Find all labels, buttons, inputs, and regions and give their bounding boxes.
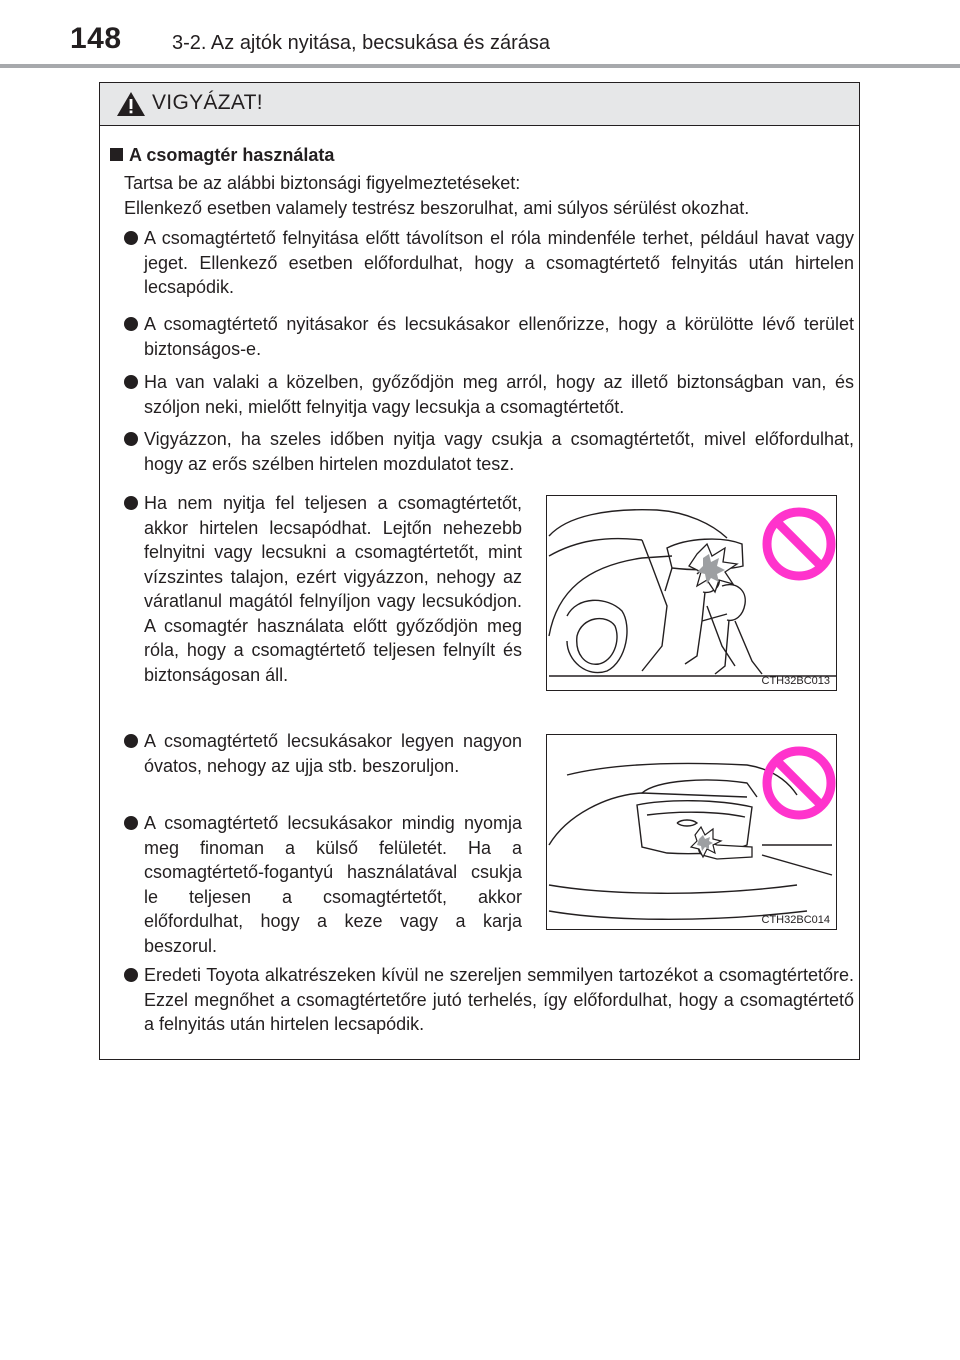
bullet-text: Ha van valaki a közelben, győződjön meg arról, hogy az illető biztonságban van, és szóljon neki, mielőtt felnyitja vagy lecsukja a csomagtértetőt. [144,372,854,417]
intro-text [124,171,854,220]
bullet-item [124,963,854,1037]
warning-title: VIGYÁZAT! [152,91,263,114]
section-title: 3-2. Az ajtók nyitása, becsukása és zárása [172,32,550,54]
warning-header [100,83,859,126]
illustration-finger-caught [546,734,837,930]
bullet-dot-icon [124,231,138,245]
warning-box [99,82,860,1060]
bullet-text: Ha nem nyitja fel teljesen a csomagtértetőt, akkor hirtelen lecsapódhat. Lejtőn nehezebb felnyitni vagy lecsukni a csomagtértetőt, mint vízszintes talajon, ezért vigyázzon, nehogy az váratlanul magától felnyíljon vagy lecsukódjon. A csomagtér használata előtt győződjön meg róla, hogy a csomagtértető teljesen felnyílt és biztonságosan áll. [144,493,522,685]
bullet-item [124,811,522,958]
figure-code: CTH32BC013 [761,675,830,687]
header-divider [0,64,960,68]
page-header [0,0,960,70]
subheading [110,143,850,168]
trunk-open-person-drawing [547,496,837,691]
bullet-dot-icon [124,816,138,830]
bullet-dot-icon [124,432,138,446]
trunk-close-hand-drawing [547,735,837,930]
bullet-item [124,729,522,778]
illustration-trunk-lid-slam [546,495,837,691]
bullet-text: A csomagtértető lecsukásakor legyen nagyon óvatos, nehogy az ujja stb. beszoruljon. [144,731,522,776]
bullet-item [124,312,854,361]
bullet-text: Eredeti Toyota alkatrészeken kívül ne szereljen semmilyen tartozékot a csomagtértetőre. Ezzel megnőhet a csomagtértetőre jutó terhelés, így előfordulhat, hogy a csomagtértető a felnyitás után hirtelen lecsapódik. [144,965,854,1034]
bullet-dot-icon [124,734,138,748]
square-bullet-icon [110,148,123,161]
figure-code: CTH32BC014 [761,914,830,926]
page-number: 148 [70,22,122,55]
bullet-dot-icon [124,317,138,331]
prohibition-icon [767,512,831,576]
intro-line: Ellenkező esetben valamely testrész beszorulhat, ami súlyos sérülést okozhat. [124,197,750,218]
prohibition-icon [767,751,831,815]
bullet-text: Vigyázzon, ha szeles időben nyitja vagy csukja a csomagtértetőt, mivel előfordulhat, hogy az erős szélben hirtelen mozdulatot tesz. [144,429,854,474]
bullet-text: A csomagtértető lecsukásakor mindig nyomja meg finoman a külső felületét. Ha a csomagtértető-fogantyú használatával csukja le teljesen a csomagtértetőt, akkor előfordulhat, hogy a keze vagy a karja beszorul. [144,813,522,956]
subheading-text: A csomagtér használata [129,145,335,165]
bullet-dot-icon [124,496,138,510]
bullet-text: A csomagtértető nyitásakor és lecsukásakor ellenőrizze, hogy a körülötte lévő terület biztonságos-e. [144,314,854,359]
warning-triangle-icon [116,91,146,117]
intro-line: Tartsa be az alábbi biztonsági figyelmeztetéseket: [124,173,521,193]
bullet-text: A csomagtértető felnyitása előtt távolítson el róla mindenféle terhet, például havat vagy jeget. Ellenkező esetben előfordulhat, hogy a csomagtértető felnyitás után hirtelen lecsapódik. [144,228,854,297]
bullet-item [124,226,854,300]
bullet-item [124,370,854,419]
bullet-item [124,491,522,687]
bullet-item [124,427,854,476]
bullet-dot-icon [124,375,138,389]
bullet-dot-icon [124,968,138,982]
